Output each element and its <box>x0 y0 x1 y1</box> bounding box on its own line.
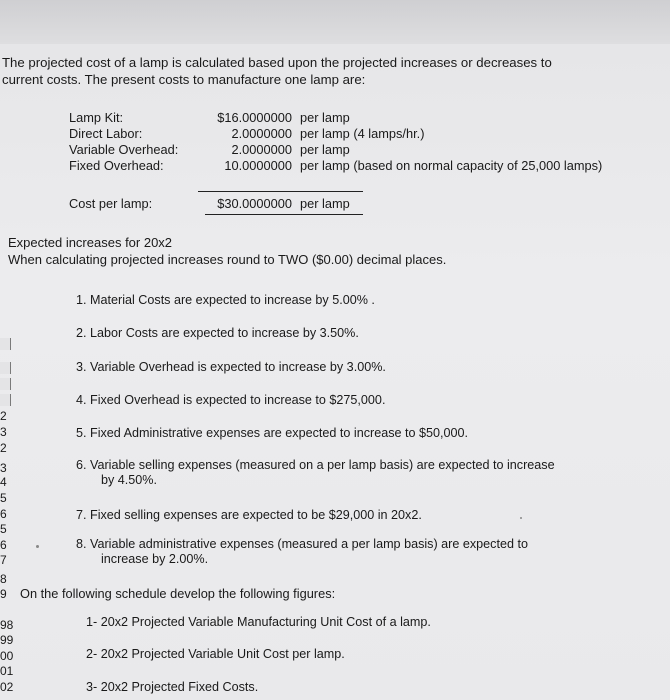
increases-header <box>8 234 446 268</box>
schedule-item: 3- 20x2 Projected Fixed Costs. <box>86 680 259 694</box>
row-header-label: 99 <box>0 633 14 647</box>
row-header-cell <box>0 362 11 374</box>
increase-item <box>76 326 359 341</box>
total-unit: per lamp <box>300 196 350 211</box>
cost-label: Fixed Overhead: <box>69 158 164 173</box>
row-header-cell <box>0 338 11 350</box>
row-header-label: 5 <box>0 522 7 536</box>
intro-line-2: current costs. The present costs to manufacture one lamp are: <box>2 72 366 87</box>
cost-amount: 2.0000000 <box>231 142 292 157</box>
increase-item <box>76 426 468 441</box>
cost-amount: 10.0000000 <box>224 158 292 173</box>
row-header-label: 2 <box>0 409 7 423</box>
increase-text: 3. Variable Overhead is expected to increase by 3.00%. <box>76 360 386 374</box>
cost-unit: per lamp (based on normal capacity of 25,000 lamps) <box>300 158 603 173</box>
increase-text: 1. Material Costs are expected to increase by 5.00% . <box>76 293 375 307</box>
schedule-item: 1- 20x2 Projected Variable Manufacturing Unit Cost of a lamp. <box>86 615 431 629</box>
section-note: When calculating projected increases round to TWO ($0.00) decimal places. <box>8 252 447 267</box>
increase-item <box>76 458 555 488</box>
total-amount: $30.0000000 <box>217 196 292 211</box>
intro-text <box>2 54 642 88</box>
increase-text: 6. Variable selling expenses (measured on a per lamp basis) are expected to increase <box>76 458 555 472</box>
row-header-label: 2 <box>0 441 7 455</box>
schedule-intro: On the following schedule develop the following figures: <box>20 586 336 601</box>
increase-text: 2. Labor Costs are expected to increase by 3.50%. <box>76 326 359 340</box>
cost-label: Variable Overhead: <box>69 142 179 157</box>
increase-item <box>76 537 528 567</box>
increase-item <box>76 293 375 308</box>
cost-amount: $16.0000000 <box>217 110 292 125</box>
speck <box>36 545 39 548</box>
increase-text-cont: by 4.50%. <box>101 473 158 487</box>
row-header-label: 7 <box>0 553 7 567</box>
increase-text: 7. Fixed selling expenses are expected to be $29,000 in 20x2. <box>76 508 422 522</box>
speck <box>520 517 522 519</box>
total-label: Cost per lamp: <box>69 196 153 211</box>
row-header-label: 01 <box>0 664 14 678</box>
cost-unit: per lamp (4 lamps/hr.) <box>300 126 425 141</box>
row-header-cell <box>0 378 11 390</box>
row-header-label: 8 <box>0 572 7 586</box>
increase-item <box>76 508 422 523</box>
row-header-label: 00 <box>0 649 14 663</box>
intro-line-1: The projected cost of a lamp is calculated based upon the projected increases or decreases to <box>2 55 552 70</box>
cost-amount: 2.0000000 <box>231 126 292 141</box>
cost-label: Lamp Kit: <box>69 110 124 125</box>
increase-text: 4. Fixed Overhead is expected to increase to $275,000. <box>76 393 386 407</box>
cost-label: Direct Labor: <box>69 126 143 141</box>
row-header-label: 02 <box>0 680 14 694</box>
row-header-label: 6 <box>0 507 7 521</box>
increase-item <box>76 393 385 408</box>
row-header-label: 6 <box>0 538 7 552</box>
row-header-label: 9 <box>0 587 7 601</box>
cost-unit: per lamp <box>300 142 350 157</box>
row-header-label: 5 <box>0 491 7 505</box>
row-header-label: 3 <box>0 461 7 475</box>
row-header-cell <box>0 394 11 406</box>
cost-unit: per lamp <box>300 110 350 125</box>
section-title: Expected increases for 20x2 <box>8 235 173 250</box>
increase-text-cont: increase by 2.00%. <box>101 552 209 566</box>
row-header-label: 4 <box>0 475 7 489</box>
top-shadow-band <box>0 0 670 44</box>
row-header-label: 3 <box>0 425 7 439</box>
increase-item <box>76 360 386 375</box>
schedule-item: 2- 20x2 Projected Variable Unit Cost per lamp. <box>86 647 345 661</box>
row-header-label: 98 <box>0 618 14 632</box>
total-top-rule <box>198 191 363 192</box>
increase-text: 8. Variable administrative expenses (measured a per lamp basis) are expected to <box>76 537 528 551</box>
total-underline <box>205 214 363 215</box>
increase-text: 5. Fixed Administrative expenses are expected to increase to $50,000. <box>76 426 469 440</box>
